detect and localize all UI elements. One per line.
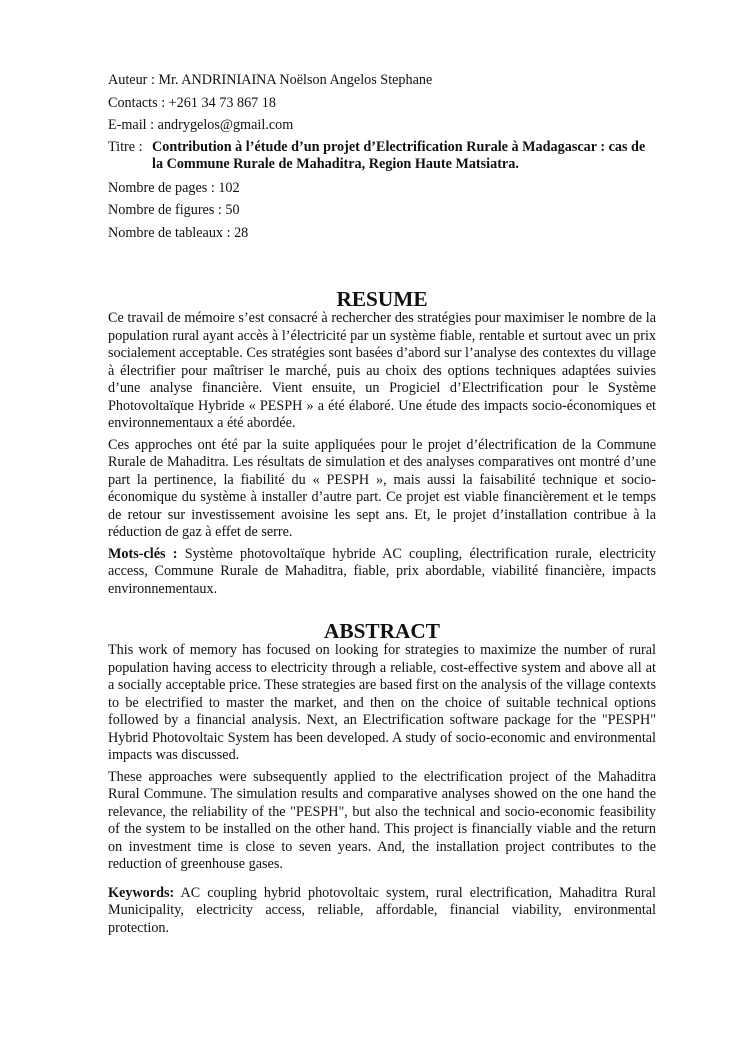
resume-keywords-label: Mots-clés : [108, 545, 178, 562]
page-count-line: Nombre de pages : 102 [108, 179, 240, 196]
title-label: Titre : [108, 138, 143, 155]
title-row [108, 139, 656, 174]
abstract-keywords-label: Keywords: [108, 884, 175, 901]
document-title: Contribution à l’étude d’un projet d’Electrification Rurale à Madagascar : cas de la Commune Rurale de Mahaditra, Region Haute Matsiatra. [152, 138, 646, 172]
abstract-paragraph-1: This work of memory has focused on looking for strategies to maximize the number of rural population having access to electricity through a reliable, cost-effective system and above all at a socially acceptable price. These strategies are based first on the analysis of the village contexts to be electrified to master the market, and then on the choice of suitable technical options followed by a financial analysis. Next, an Electrification software package for the "PESPH" Hybrid Photovoltaic System has been developed. A study of socio-economic and environmental impacts was discussed. [108, 642, 656, 763]
document-page [108, 69, 656, 937]
abstract-paragraph-2: These approaches were subsequently applied to the electrification project of the Mahaditra Rural Commune. The simulation results and comparative analyses showed on the one hand the relevance, the reliability of the "PESPH", but also the technical and socio-economic feasibility of the system to be installed on the other hand. This project is financially viable and the return on investment time is close to seven years. And, the installation project contributes to the reduction of greenhouse gases. [108, 768, 656, 872]
resume-paragraph-2: Ces approches ont été par la suite appliquées pour le projet d’électrification de la Commune Rurale de Mahaditra. Les résultats de simulation et des analyses comparatives ont montré d’une part la pertinence, la fiabilité du « PESPH », mais aussi la faisabilité technique et socio-économique du système à installer d’autre part. Ce projet est viable financièrement et le temps de retour sur investissement avoisine les sept ans. Et, le projet d’installation contribue à la réduction de gaz à effet de serre. [108, 436, 656, 540]
abstract-heading: ABSTRACT [324, 619, 440, 643]
figure-count-line: Nombre de figures : 50 [108, 202, 240, 218]
abstract-keywords-text: AC coupling hybrid photovoltaic system, rural electrification, Mahaditra Rural Municipality, electricity access, reliable, affordable, financial viability, environmental protection. [108, 884, 656, 936]
abstract-keywords [108, 885, 656, 938]
table-count-line: Nombre de tableaux : 28 [108, 224, 249, 241]
resume-keywords-text: Système photovoltaïque hybride AC coupling, électrification rurale, electricity access, Commune Rurale de Mahaditra, fiable, prix abordable, viabilité financière, impacts environnementaux. [108, 545, 657, 597]
resume-keywords [108, 546, 656, 599]
resume-paragraph-1: Ce travail de mémoire s’est consacré à rechercher des stratégies pour maximiser le nombre de la population rural ayant accès à l’électricité par un système fiable, rentable et surtout avec un prix socialement acceptable. Ces stratégies sont basées d’abord sur l’analyse des contextes du village à électrifier pour maîtriser le marché, puis au choix des options techniques adaptées suivies d’une analyse financière. Vient ensuite, un Progiciel d’Electrification pour le Système Photovoltaïque Hybride « PESPH » a été élaboré. Une étude des impacts socio-économiques et environnementaux a été abordée. [108, 310, 656, 431]
email-line: E-mail : andrygelos@gmail.com [108, 117, 294, 133]
resume-heading: RESUME [336, 287, 428, 311]
metadata-block [108, 69, 656, 244]
contacts-line: Contacts : +261 34 73 867 18 [108, 94, 276, 111]
author-line: Auteur : Mr. ANDRINIAINA Noëlson Angelos Stephane [108, 72, 433, 88]
